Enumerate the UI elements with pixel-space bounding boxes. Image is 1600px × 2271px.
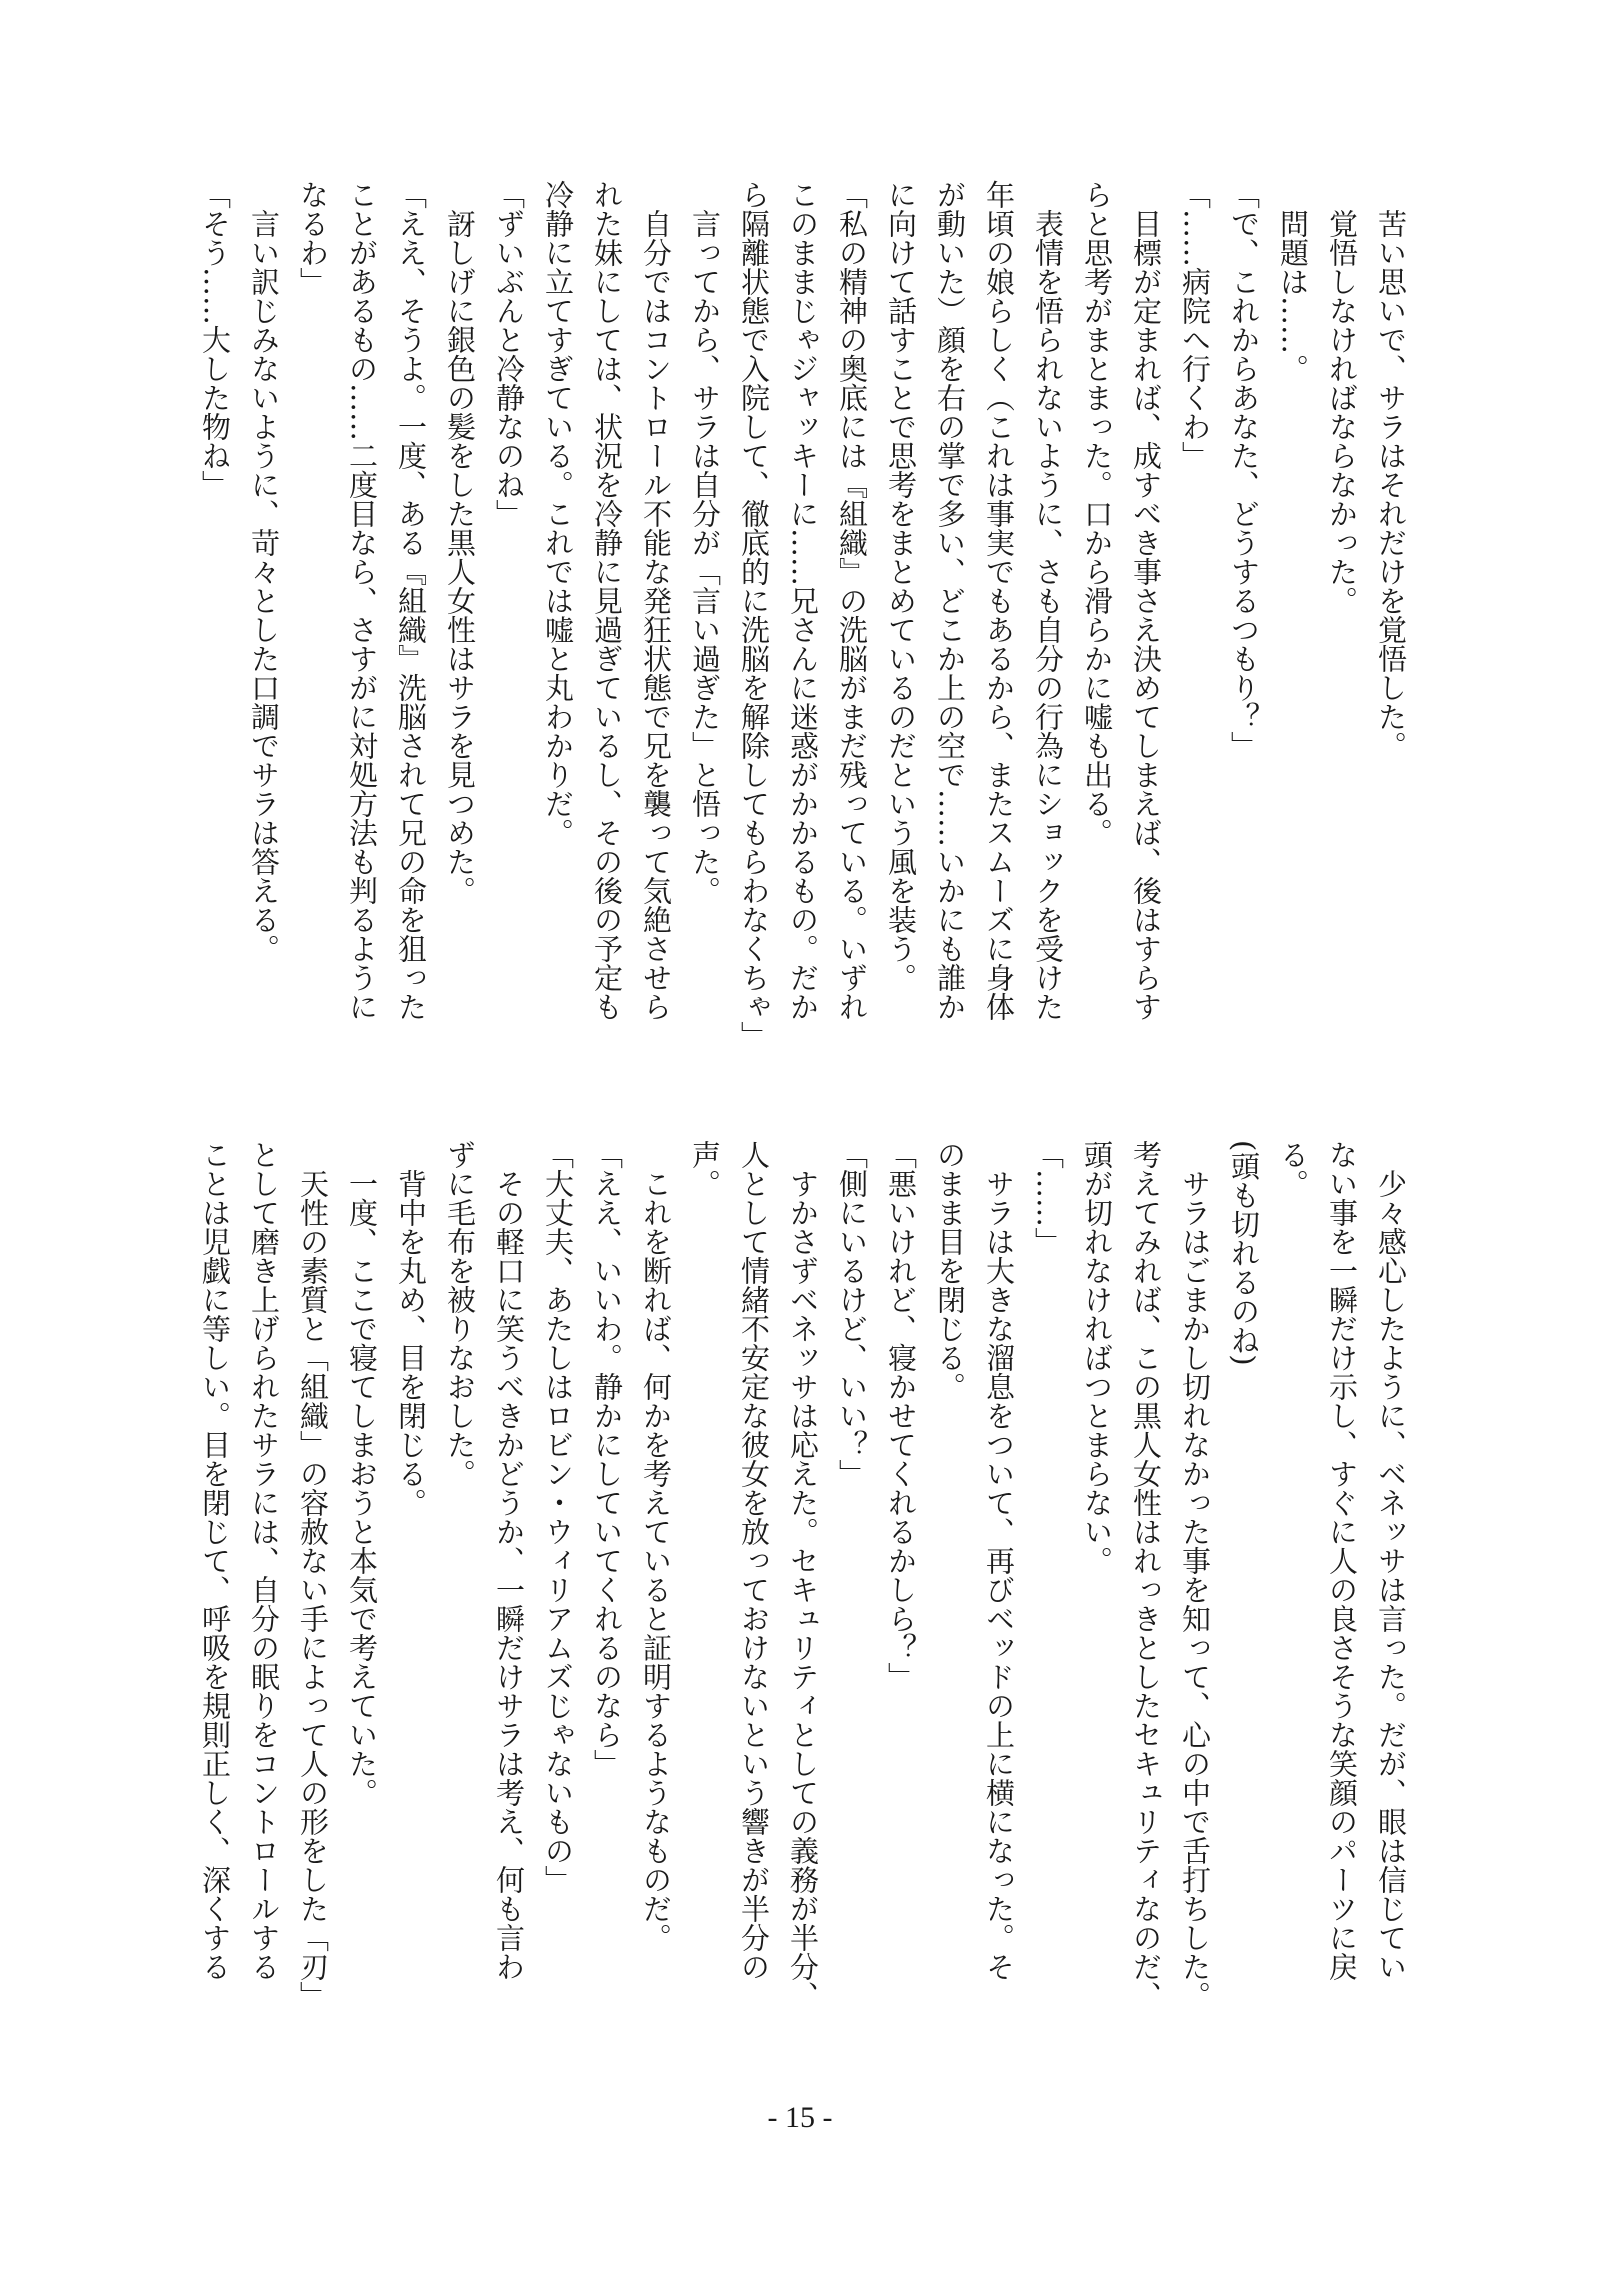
text-column: 言ってから、サラは自分が「言い過ぎた」と悟った。 bbox=[688, 180, 722, 905]
text-column: のまま目を閉じる。 bbox=[933, 1140, 967, 1401]
text-column: 覚悟しなければならなかった。 bbox=[1325, 180, 1359, 615]
text-column: に向けて話すことで思考をまとめているのだという風を装う。 bbox=[884, 180, 918, 992]
text-column: 天性の素質と「組織」の容赦ない手によって人の形をした「刃」 bbox=[296, 1140, 330, 2010]
text-column: として磨き上げられたサラには、自分の眠りをコントロールする bbox=[247, 1140, 281, 1981]
text-column: 頭が切れなければつとまらない。 bbox=[1080, 1140, 1114, 1575]
text-column: 言い訳じみないように、苛々とした口調でサラは答える。 bbox=[247, 180, 281, 963]
text-column: なるわ」 bbox=[296, 180, 330, 296]
text-column: 声。 bbox=[688, 1140, 722, 1198]
text-column: 自分ではコントロール不能な発狂状態で兄を襲って気絶させら bbox=[639, 180, 673, 1021]
text-column: が動いた）顔を右の掌で多い、どこか上の空で……いかにも誰か bbox=[933, 180, 967, 1021]
text-column: ことがあるもの……二度目なら、さすがに対処方法も判るように bbox=[345, 180, 379, 1021]
text-column: 「そう……大した物ね」 bbox=[198, 180, 232, 499]
text-block-top bbox=[190, 180, 1415, 1050]
text-column: 「悪いけれど、寝かせてくれるかしら？」 bbox=[884, 1140, 918, 1691]
text-column: 「で、これからあなた、どうするつもり？」 bbox=[1227, 180, 1261, 760]
text-column: 年頃の娘らしく（これは事実でもあるから、またスムーズに身体 bbox=[982, 180, 1016, 1021]
text-column: 少々感心したように、ベネッサは言った。だが、眼は信じてい bbox=[1374, 1140, 1408, 1981]
text-column: 「……」 bbox=[1031, 1140, 1065, 1256]
text-column: すかさずベネッサは応えた。セキュリティとしての義務が半分、 bbox=[786, 1140, 820, 2010]
text-block-bottom bbox=[190, 1140, 1415, 2010]
text-column: 「私の精神の奥底には『組織』の洗脳がまだ残っている。いずれ bbox=[835, 180, 869, 1021]
text-column: 「大丈夫、あたしはロビン・ウィリアムズじゃないもの」 bbox=[541, 1140, 575, 1894]
text-column: る。 bbox=[1276, 1140, 1310, 1198]
text-column: 人として情緒不安定な彼女を放っておけないという響きが半分の bbox=[737, 1140, 771, 1981]
text-column: サラは大きな溜息をついて、再びベッドの上に横になった。そ bbox=[982, 1140, 1016, 1981]
text-column: 「ずいぶんと冷静なのね」 bbox=[492, 180, 526, 528]
text-column: ずに毛布を被りなおした。 bbox=[443, 1140, 477, 1488]
text-column: ことは児戯に等しい。目を閉じて、呼吸を規則正しく、深くする bbox=[198, 1140, 232, 1981]
text-column: 表情を悟られないように、さも自分の行為にショックを受けた bbox=[1031, 180, 1065, 1021]
text-column: これを断れば、何かを考えていると証明するようなものだ。 bbox=[639, 1140, 673, 1952]
text-column: 訝しげに銀色の髪をした黒人女性はサラを見つめた。 bbox=[443, 180, 477, 905]
text-column: サラはごまかし切れなかった事を知って、心の中で舌打ちした。 bbox=[1178, 1140, 1212, 2010]
text-column: 考えてみれば、この黒人女性はれっきとしたセキュリティなのだ、 bbox=[1129, 1140, 1163, 2010]
text-column: 「……病院へ行くわ」 bbox=[1178, 180, 1212, 470]
text-column: 「ええ、いいわ。静かにしていてくれるのなら」 bbox=[590, 1140, 624, 1778]
text-column: 冷静に立てすぎている。これでは嘘と丸わかりだ。 bbox=[541, 180, 575, 847]
text-column: 問題は……。 bbox=[1276, 180, 1310, 383]
text-column: れた妹にしては、状況を冷静に見過ぎているし、その後の予定も bbox=[590, 180, 624, 1021]
text-column: 目標が定まれば、成すべき事さえ決めてしまえば、後はすらす bbox=[1129, 180, 1163, 1021]
text-column: その軽口に笑うべきかどうか、一瞬だけサラは考え、何も言わ bbox=[492, 1140, 526, 1981]
text-column: ない事を一瞬だけ示し、すぐに人の良さそうな笑顔のパーツに戻 bbox=[1325, 1140, 1359, 1981]
text-column: (頭も切れるのね) bbox=[1227, 1140, 1261, 1366]
text-column: ら隔離状態で入院して、徹底的に洗脳を解除してもらわなくちゃ」 bbox=[737, 180, 771, 1050]
text-column: このままじゃジャッキーに……兄さんに迷惑がかかるもの。だか bbox=[786, 180, 820, 1021]
page-number: - 15 - bbox=[767, 2101, 833, 2134]
text-column: らと思考がまとまった。口から滑らかに嘘も出る。 bbox=[1080, 180, 1114, 847]
text-column: 「側にいるけど、いい？」 bbox=[835, 1140, 869, 1488]
text-column: 背中を丸め、目を閉じる。 bbox=[394, 1140, 428, 1517]
text-column: 「ええ、そうよ。一度、ある『組織』洗脳されて兄の命を狙った bbox=[394, 180, 428, 1021]
text-column: 苦い思いで、サラはそれだけを覚悟した。 bbox=[1374, 180, 1408, 760]
text-column: 一度、ここで寝てしまおうと本気で考えていた。 bbox=[345, 1140, 379, 1807]
